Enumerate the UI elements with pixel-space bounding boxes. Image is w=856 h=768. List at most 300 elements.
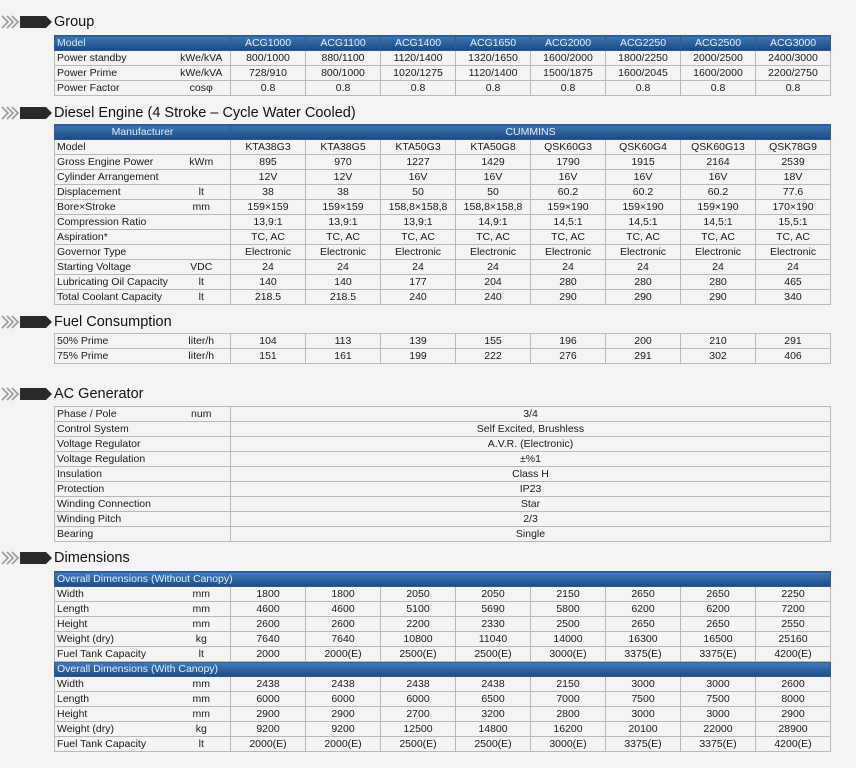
row-unit: kg (173, 632, 231, 647)
value-cell: ACG1100 (306, 36, 381, 51)
row-unit: kWe/kVA (173, 51, 231, 66)
table-row (55, 497, 831, 512)
value-cell: 7000 (531, 692, 606, 707)
value-cell: 155 (456, 334, 531, 349)
value-cell: TC, AC (231, 230, 306, 245)
row-unit: kg (173, 722, 231, 737)
value-cell: 14,5:1 (681, 215, 756, 230)
value-cell: 2438 (231, 677, 306, 692)
row-unit: num (173, 407, 231, 422)
value-cell: 1800 (231, 587, 306, 602)
row-label: Model (55, 36, 173, 51)
value-cell: Electronic (306, 245, 381, 260)
value-cell: 2900 (231, 707, 306, 722)
value-cell: 210 (681, 334, 756, 349)
subheader-label: Overall Dimensions (With Canopy) (55, 662, 831, 677)
row-label: Phase / Pole (55, 407, 173, 422)
row-label: Gross Engine Power (55, 155, 173, 170)
row-unit (173, 527, 231, 542)
row-unit: lt (173, 647, 231, 662)
value-cell: 2330 (456, 617, 531, 632)
table-row (55, 170, 831, 185)
row-label: Voltage Regulator (55, 437, 173, 452)
table-row (55, 467, 831, 482)
row-unit: lt (173, 275, 231, 290)
value-cell: 218.5 (306, 290, 381, 305)
table-row (55, 692, 831, 707)
value-cell: 2550 (756, 617, 831, 632)
row-label: Width (55, 587, 173, 602)
value-cell: Star (231, 497, 831, 512)
value-cell: 1600/2000 (681, 66, 756, 81)
row-unit: cosφ (173, 81, 231, 96)
value-cell: 2000(E) (306, 647, 381, 662)
table-row (55, 407, 831, 422)
value-cell: CUMMINS (231, 125, 831, 140)
row-label: Bearing (55, 527, 173, 542)
table-row (55, 155, 831, 170)
value-cell: 2000(E) (306, 737, 381, 752)
value-cell: 0.8 (456, 81, 531, 96)
row-label: Winding Pitch (55, 512, 173, 527)
value-cell: 2400/3000 (756, 51, 831, 66)
value-cell: 38 (306, 185, 381, 200)
row-label: Width (55, 677, 173, 692)
row-unit: mm (173, 602, 231, 617)
value-cell: KTA38G5 (306, 140, 381, 155)
value-cell: 14000 (531, 632, 606, 647)
value-cell: 1120/1400 (456, 66, 531, 81)
row-unit (173, 170, 231, 185)
value-cell: 16200 (531, 722, 606, 737)
table-row (55, 722, 831, 737)
row-label: Power Factor (55, 81, 173, 96)
value-cell: 60.2 (531, 185, 606, 200)
row-label: Displacement (55, 185, 173, 200)
row-label: Control System (55, 422, 173, 437)
value-cell: 0.8 (381, 81, 456, 96)
value-cell: 24 (531, 260, 606, 275)
table-row (55, 602, 831, 617)
value-cell: 9200 (306, 722, 381, 737)
value-cell: 0.8 (606, 81, 681, 96)
value-cell: ACG1000 (231, 36, 306, 51)
value-cell: TC, AC (306, 230, 381, 245)
row-label: Manufacturer (55, 125, 231, 140)
value-cell: 10800 (381, 632, 456, 647)
section-title-engine: Diesel Engine (4 Stroke – Cycle Water Cooled) (0, 103, 356, 123)
value-cell: 1227 (381, 155, 456, 170)
value-cell: ACG2000 (531, 36, 606, 51)
value-cell: 25160 (756, 632, 831, 647)
value-cell: 151 (231, 349, 306, 364)
value-cell: 1429 (456, 155, 531, 170)
value-cell: 0.8 (531, 81, 606, 96)
value-cell: Electronic (756, 245, 831, 260)
value-cell: 880/1100 (306, 51, 381, 66)
with-canopy-header-row (55, 662, 831, 677)
table-row (55, 617, 831, 632)
value-cell: 1020/1275 (381, 66, 456, 81)
value-cell: 218.5 (231, 290, 306, 305)
value-cell: QSK60G13 (681, 140, 756, 155)
section-title-ac-generator: AC Generator (0, 384, 143, 404)
value-cell: 895 (231, 155, 306, 170)
value-cell: QSK78G9 (756, 140, 831, 155)
value-cell: 4600 (306, 602, 381, 617)
row-unit (173, 422, 231, 437)
value-cell: 800/1000 (306, 66, 381, 81)
value-cell: 3/4 (231, 407, 831, 422)
value-cell: 77.6 (756, 185, 831, 200)
value-cell: 2500(E) (381, 647, 456, 662)
row-label: Weight (dry) (55, 632, 173, 647)
value-cell: 20100 (606, 722, 681, 737)
row-label: Length (55, 602, 173, 617)
value-cell: 2000(E) (231, 737, 306, 752)
dimensions-table (54, 571, 831, 752)
value-cell: 2539 (756, 155, 831, 170)
value-cell: 970 (306, 155, 381, 170)
table-row (55, 200, 831, 215)
value-cell: 204 (456, 275, 531, 290)
row-unit: kWm (173, 155, 231, 170)
value-cell: 280 (681, 275, 756, 290)
table-row (55, 81, 831, 96)
value-cell: 14,5:1 (606, 215, 681, 230)
row-label: Power Prime (55, 66, 173, 81)
table-row (55, 230, 831, 245)
value-cell: 3000 (606, 707, 681, 722)
value-cell: 4200(E) (756, 647, 831, 662)
value-cell: 13,9:1 (306, 215, 381, 230)
value-cell: 2050 (381, 587, 456, 602)
value-cell: 291 (606, 349, 681, 364)
value-cell: 5100 (381, 602, 456, 617)
table-row (55, 482, 831, 497)
row-unit: mm (173, 677, 231, 692)
value-cell: 1915 (606, 155, 681, 170)
value-cell: Electronic (531, 245, 606, 260)
value-cell: 16V (381, 170, 456, 185)
row-label: Power standby (55, 51, 173, 66)
table-row (55, 437, 831, 452)
value-cell: 139 (381, 334, 456, 349)
row-label: Lubricating Oil Capacity (55, 275, 173, 290)
value-cell: 276 (531, 349, 606, 364)
value-cell: 2200 (381, 617, 456, 632)
row-label: Voltage Regulation (55, 452, 173, 467)
value-cell: 15,5:1 (756, 215, 831, 230)
row-unit (173, 467, 231, 482)
value-cell: 24 (606, 260, 681, 275)
value-cell: 18V (756, 170, 831, 185)
row-label: Starting Voltage (55, 260, 173, 275)
value-cell: 3375(E) (681, 647, 756, 662)
row-label: Length (55, 692, 173, 707)
value-cell: 0.8 (306, 81, 381, 96)
table-row (55, 677, 831, 692)
table-row (55, 334, 831, 349)
row-label: Aspiration* (55, 230, 173, 245)
row-unit (173, 215, 231, 230)
row-label: Cylinder Arrangement (55, 170, 173, 185)
value-cell: 7200 (756, 602, 831, 617)
value-cell: 2/3 (231, 512, 831, 527)
value-cell: 0.8 (231, 81, 306, 96)
value-cell: 302 (681, 349, 756, 364)
engine-table (54, 124, 831, 305)
value-cell: 2600 (306, 617, 381, 632)
value-cell: 2438 (456, 677, 531, 692)
row-unit (173, 452, 231, 467)
value-cell: 465 (756, 275, 831, 290)
value-cell: 24 (756, 260, 831, 275)
model-header-row (55, 36, 831, 51)
row-label: 75% Prime (55, 349, 173, 364)
row-unit (173, 245, 231, 260)
value-cell: 24 (456, 260, 531, 275)
value-cell: TC, AC (531, 230, 606, 245)
value-cell: 2438 (381, 677, 456, 692)
table-row (55, 51, 831, 66)
value-cell: 158,8×158,8 (381, 200, 456, 215)
value-cell: 2650 (606, 617, 681, 632)
value-cell: 3000(E) (531, 647, 606, 662)
value-cell: 340 (756, 290, 831, 305)
value-cell: 16V (531, 170, 606, 185)
value-cell: 2000 (231, 647, 306, 662)
value-cell: 406 (756, 349, 831, 364)
value-cell: 2650 (606, 587, 681, 602)
value-cell: QSK60G3 (531, 140, 606, 155)
value-cell: 3000 (681, 707, 756, 722)
value-cell: 7640 (306, 632, 381, 647)
value-cell: 4600 (231, 602, 306, 617)
table-row (55, 260, 831, 275)
value-cell: 16V (456, 170, 531, 185)
value-cell: 4200(E) (756, 737, 831, 752)
row-label: Fuel Tank Capacity (55, 647, 173, 662)
row-unit: mm (173, 692, 231, 707)
value-cell: 1600/2045 (606, 66, 681, 81)
value-cell: 38 (231, 185, 306, 200)
value-cell: 2600 (756, 677, 831, 692)
ac-generator-table (54, 406, 831, 542)
value-cell: 3200 (456, 707, 531, 722)
value-cell: 290 (606, 290, 681, 305)
row-unit: mm (173, 707, 231, 722)
value-cell: ±%1 (231, 452, 831, 467)
value-cell: 50 (381, 185, 456, 200)
row-unit (173, 36, 231, 51)
chevron-right-icon (0, 386, 52, 402)
value-cell: TC, AC (456, 230, 531, 245)
row-unit (173, 512, 231, 527)
section-title-group: Group (0, 12, 94, 32)
value-cell: 11040 (456, 632, 531, 647)
value-cell: 3375(E) (606, 647, 681, 662)
value-cell: QSK60G4 (606, 140, 681, 155)
row-unit (173, 482, 231, 497)
value-cell: ACG1650 (456, 36, 531, 51)
value-cell: 159×190 (606, 200, 681, 215)
chevron-right-icon (0, 14, 52, 30)
value-cell: 12V (306, 170, 381, 185)
value-cell: 113 (306, 334, 381, 349)
value-cell: 14,5:1 (531, 215, 606, 230)
value-cell: Class H (231, 467, 831, 482)
value-cell: 14,9:1 (456, 215, 531, 230)
table-row (55, 632, 831, 647)
row-label: Governor Type (55, 245, 173, 260)
manufacturer-header-row (55, 125, 831, 140)
value-cell: 1800 (306, 587, 381, 602)
value-cell: 159×159 (306, 200, 381, 215)
value-cell: 50 (456, 185, 531, 200)
value-cell: 2438 (306, 677, 381, 692)
value-cell: TC, AC (606, 230, 681, 245)
value-cell: ACG3000 (756, 36, 831, 51)
value-cell: 161 (306, 349, 381, 364)
table-row (55, 512, 831, 527)
value-cell: 159×190 (681, 200, 756, 215)
value-cell: 1800/2250 (606, 51, 681, 66)
value-cell: 5800 (531, 602, 606, 617)
value-cell: 140 (306, 275, 381, 290)
value-cell: 3000 (681, 677, 756, 692)
value-cell: TC, AC (381, 230, 456, 245)
value-cell: 24 (681, 260, 756, 275)
row-label: Protection (55, 482, 173, 497)
value-cell: 2050 (456, 587, 531, 602)
value-cell: 2700 (381, 707, 456, 722)
value-cell: 16V (681, 170, 756, 185)
section-title-dimensions: Dimensions (0, 548, 130, 568)
table-row (55, 290, 831, 305)
value-cell: Single (231, 527, 831, 542)
value-cell: 1120/1400 (381, 51, 456, 66)
value-cell: 13,9:1 (381, 215, 456, 230)
value-cell: 3000 (606, 677, 681, 692)
row-label: Weight (dry) (55, 722, 173, 737)
subheader-label: Overall Dimensions (Without Canopy) (55, 572, 831, 587)
row-label: Fuel Tank Capacity (55, 737, 173, 752)
value-cell: 200 (606, 334, 681, 349)
value-cell: 22000 (681, 722, 756, 737)
row-label: Compression Ratio (55, 215, 173, 230)
table-row (55, 275, 831, 290)
value-cell: 170×190 (756, 200, 831, 215)
value-cell: 3375(E) (606, 737, 681, 752)
table-row (55, 527, 831, 542)
table-row (55, 647, 831, 662)
value-cell: 6500 (456, 692, 531, 707)
value-cell: 0.8 (756, 81, 831, 96)
value-cell: 28900 (756, 722, 831, 737)
group-table (54, 35, 831, 96)
row-unit (173, 437, 231, 452)
row-unit: VDC (173, 260, 231, 275)
row-unit: mm (173, 587, 231, 602)
value-cell: 7640 (231, 632, 306, 647)
value-cell: 16V (606, 170, 681, 185)
value-cell: Self Excited, Brushless (231, 422, 831, 437)
value-cell: 290 (531, 290, 606, 305)
value-cell: 2164 (681, 155, 756, 170)
value-cell: 2800 (531, 707, 606, 722)
value-cell: 140 (231, 275, 306, 290)
table-row (55, 452, 831, 467)
section-title-fuel: Fuel Consumption (0, 312, 172, 332)
row-unit: liter/h (173, 334, 231, 349)
value-cell: 12V (231, 170, 306, 185)
value-cell: 1500/1875 (531, 66, 606, 81)
row-unit: mm (173, 200, 231, 215)
table-row (55, 422, 831, 437)
value-cell: 2000/2500 (681, 51, 756, 66)
value-cell: 6200 (606, 602, 681, 617)
row-label: Total Coolant Capacity (55, 290, 173, 305)
table-row (55, 737, 831, 752)
value-cell: Electronic (681, 245, 756, 260)
value-cell: 14800 (456, 722, 531, 737)
fuel-table (54, 333, 831, 364)
row-unit: mm (173, 617, 231, 632)
row-unit: liter/h (173, 349, 231, 364)
value-cell: 5690 (456, 602, 531, 617)
table-row (55, 140, 831, 155)
row-unit: kWe/kVA (173, 66, 231, 81)
value-cell: 2900 (756, 707, 831, 722)
value-cell: 159×159 (231, 200, 306, 215)
row-label: Height (55, 707, 173, 722)
table-row (55, 707, 831, 722)
value-cell: 16500 (681, 632, 756, 647)
value-cell: 60.2 (681, 185, 756, 200)
value-cell: ACG2250 (606, 36, 681, 51)
value-cell: TC, AC (756, 230, 831, 245)
row-label: Bore×Stroke (55, 200, 173, 215)
row-unit: lt (173, 185, 231, 200)
value-cell: 3000(E) (531, 737, 606, 752)
row-unit (173, 497, 231, 512)
table-row (55, 245, 831, 260)
value-cell: 7500 (606, 692, 681, 707)
table-row (55, 349, 831, 364)
value-cell: 24 (231, 260, 306, 275)
value-cell: KTA38G3 (231, 140, 306, 155)
row-label: Height (55, 617, 173, 632)
value-cell: 2900 (306, 707, 381, 722)
row-label: Insulation (55, 467, 173, 482)
value-cell: IP23 (231, 482, 831, 497)
value-cell: KTA50G8 (456, 140, 531, 155)
value-cell: 728/910 (231, 66, 306, 81)
row-label: Winding Connection (55, 497, 173, 512)
value-cell: 222 (456, 349, 531, 364)
value-cell: 60.2 (606, 185, 681, 200)
value-cell: 2500(E) (456, 647, 531, 662)
value-cell: 2250 (756, 587, 831, 602)
table-row (55, 215, 831, 230)
value-cell: 2500 (531, 617, 606, 632)
value-cell: 199 (381, 349, 456, 364)
value-cell: 1790 (531, 155, 606, 170)
row-unit (173, 230, 231, 245)
value-cell: 240 (456, 290, 531, 305)
value-cell: 6000 (381, 692, 456, 707)
